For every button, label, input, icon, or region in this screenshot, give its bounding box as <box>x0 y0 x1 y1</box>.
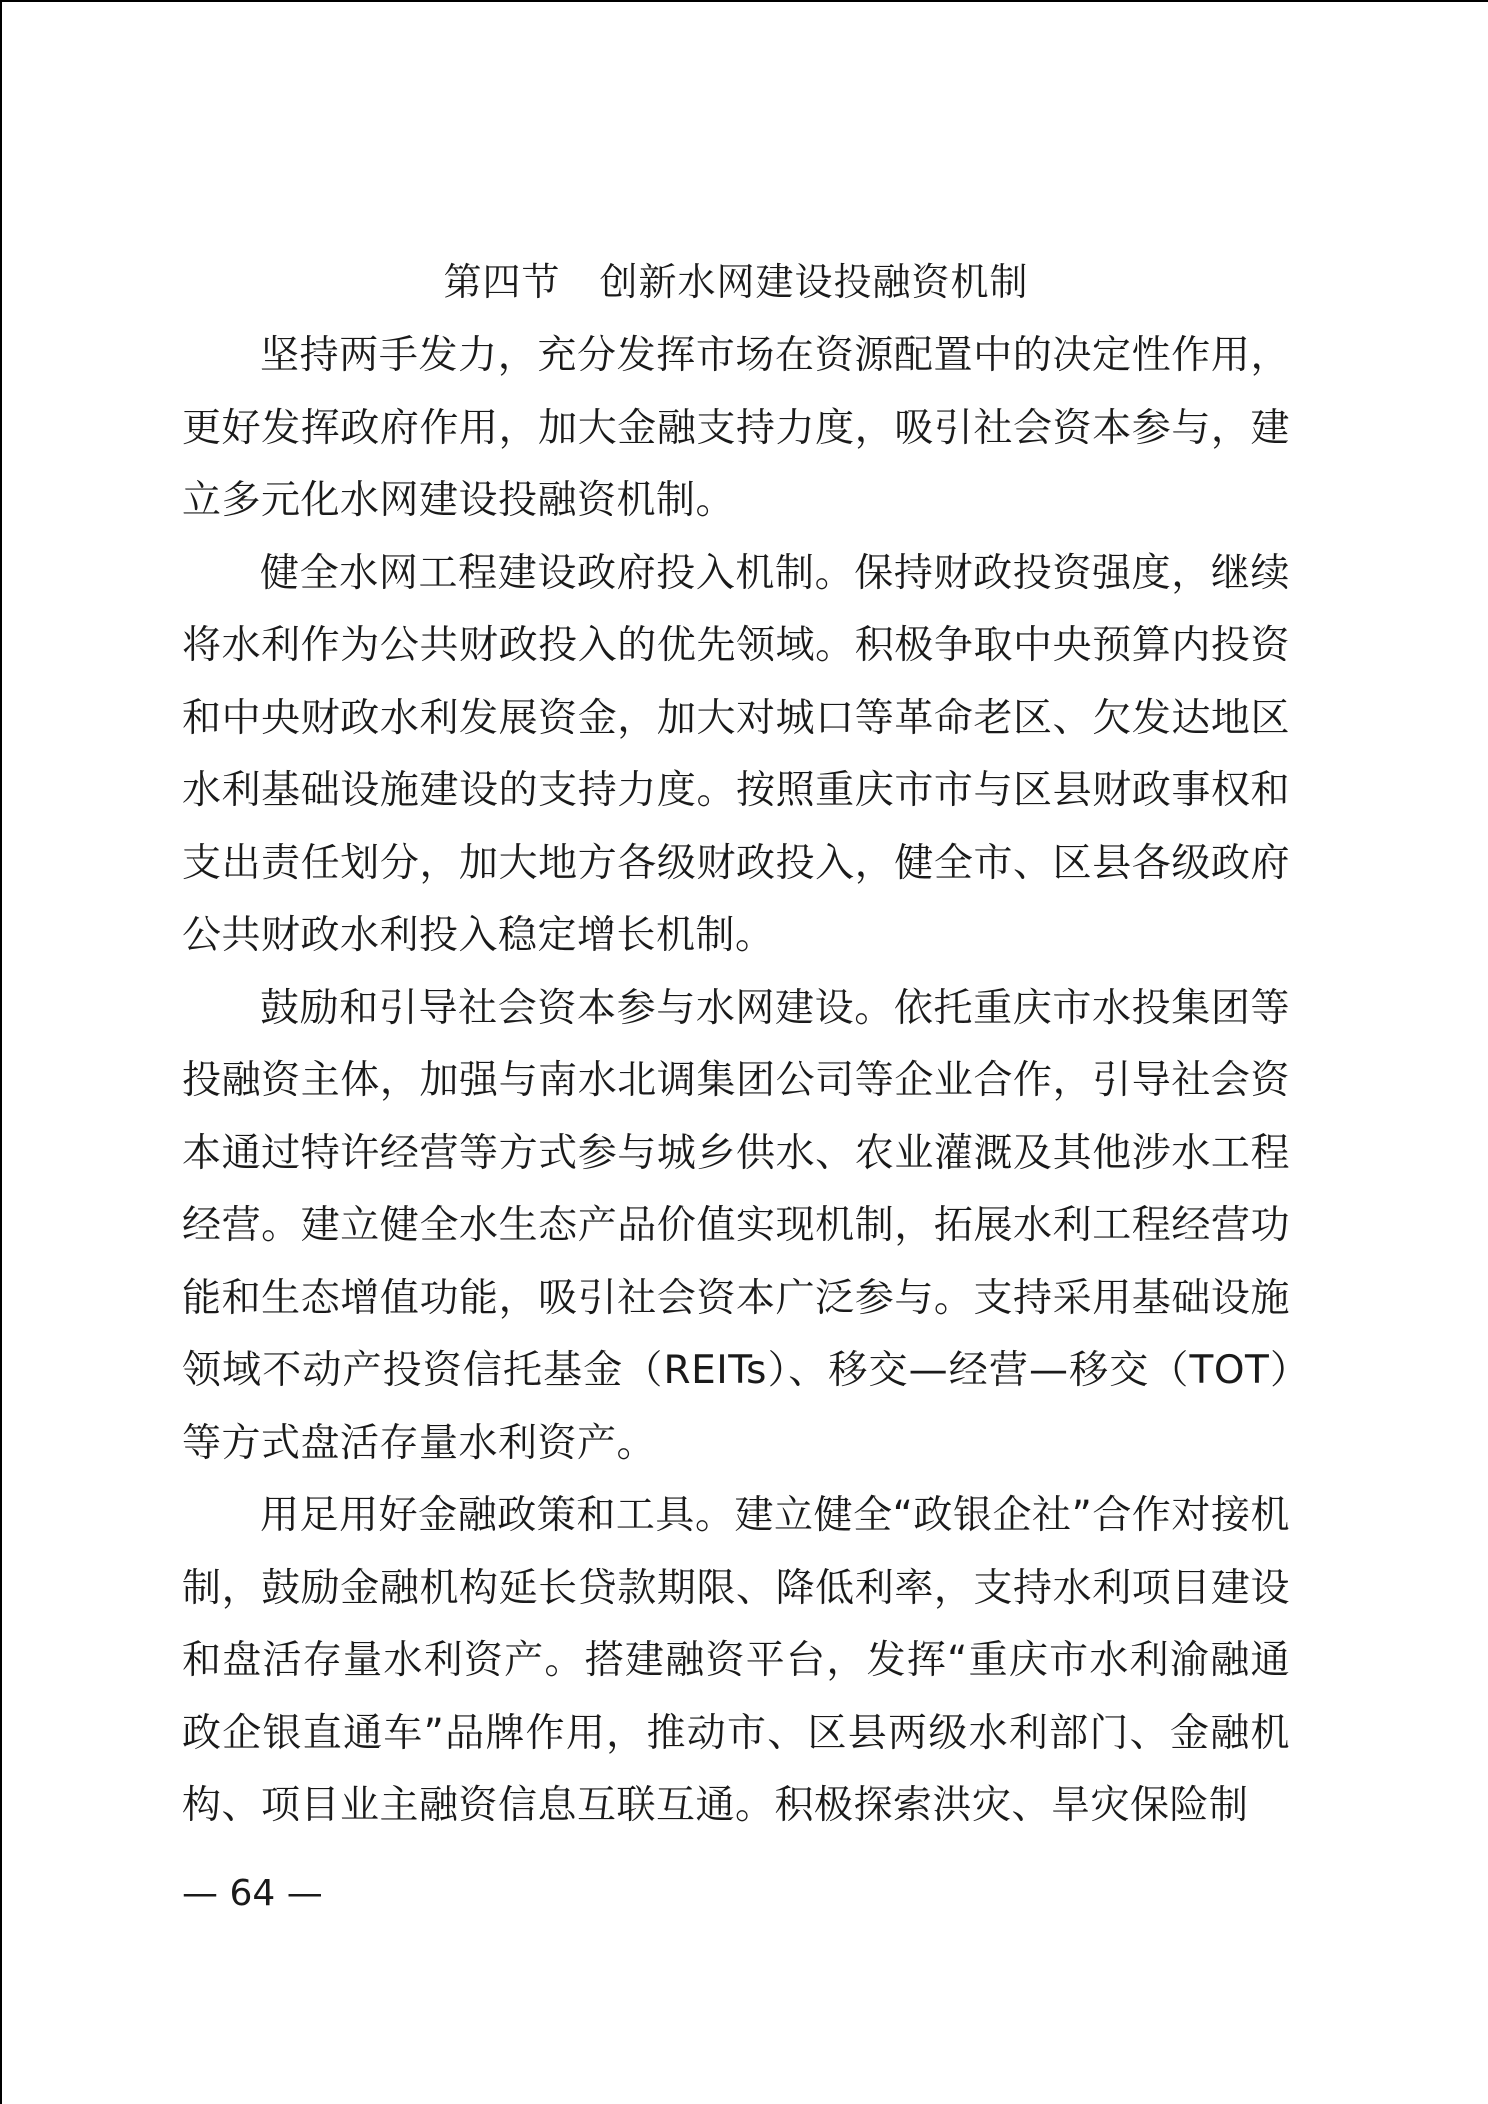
page-left-border <box>0 0 2 2104</box>
paragraph-government-investment: 健全水网工程建设政府投入机制。保持财政投资强度，继续将水利作为公共财政投入的优先领域。积极争取中央预算内投资和中央财政水利发展资金，加大对城口等革命老区、欠发达地区水利基础设施建设的支持力度。按照重庆市市与区县财政事权和支出责任划分，加大地方各级财政投入，健全市、区县各级政府公共财政水利投入稳定增长机制。 <box>182 550 1290 958</box>
page-number: — 64 — <box>182 1873 323 1914</box>
document-body <box>182 252 1290 1843</box>
paragraph-social-capital: 鼓励和引导社会资本参与水网建设。依托重庆市水投集团等投融资主体，加强与南水北调集团公司等企业合作，引导社会资本通过特许经营等方式参与城乡供水、农业灌溉及其他涉水工程经营。建立健全水生态产品价值实现机制，拓展水利工程经营功能和生态增值功能，吸引社会资本广泛参与。支持采用基础设施领域不动产投资信托基金（REITs）、移交—经营—移交（TOT）等方式盘活存量水利资产。 <box>182 985 1290 1466</box>
paragraph-intro: 坚持两手发力，充分发挥市场在资源配置中的决定性作用，更好发挥政府作用，加大金融支持力度，吸引社会资本参与，建立多元化水网建设投融资机制。 <box>182 333 1290 523</box>
paragraph-financial-policy: 用足用好金融政策和工具。建立健全“政银企社”合作对接机制，鼓励金融机构延长贷款期限、降低利率，支持水利项目建设和盘活存量水利资产。搭建融资平台，发挥“重庆市水利渝融通政企银直通车”品牌作用，推动市、区县两级水利部门、金融机构、项目业主融资信息互联互通。积极探索洪灾、旱灾保险制 <box>182 1493 1290 1828</box>
page-top-border <box>0 0 1488 2</box>
section-title: 第四节 创新水网建设投融资机制 <box>443 260 1029 304</box>
